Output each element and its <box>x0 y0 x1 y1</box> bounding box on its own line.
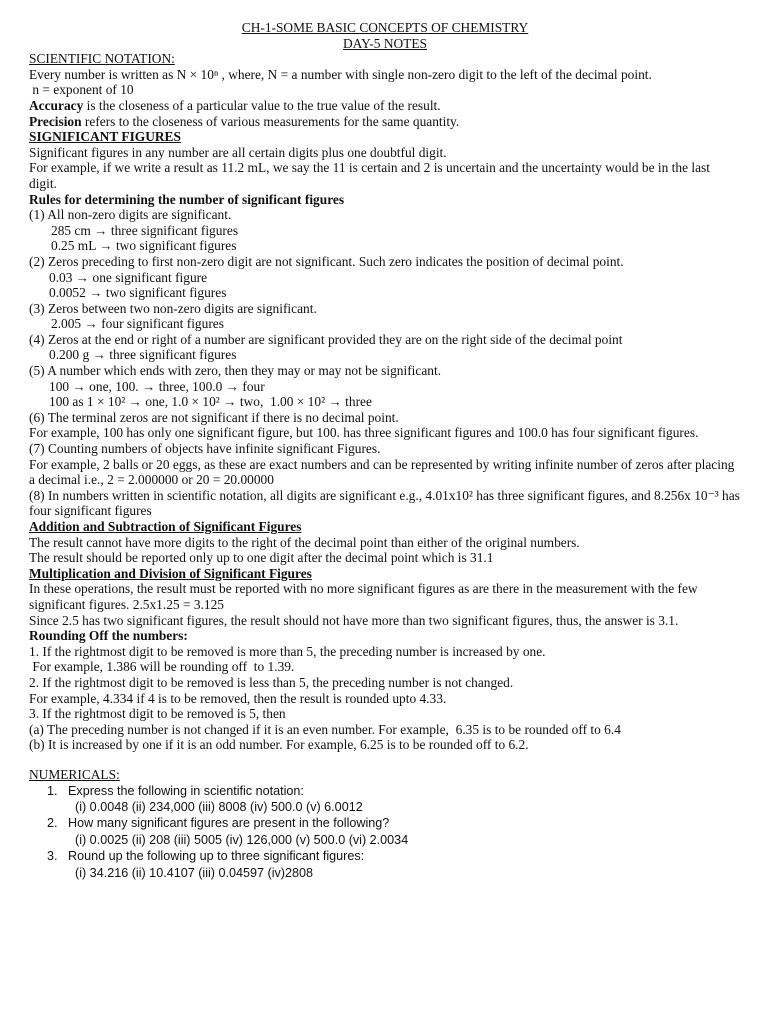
numericals-list <box>29 783 741 881</box>
rule-2: (2) Zeros preceding to first non-zero digit are not significant. Such zero indicates the position of decimal point. <box>29 253 624 269</box>
mul-div-line1: In these operations, the result must be reported with no more significant figures as are there in the measurement with the few significant figures. 2.5x1.25 = 3.125 <box>29 581 698 612</box>
numerical-1: 1. Express the following in scientific notation: <box>47 783 304 798</box>
rule-5-example-b: 100 as 1 × 10² → one, 1.0 × 10² → two, 1.00 × 10² → three <box>49 394 372 410</box>
rule-8: (8) In numbers written in scientific notation, all digits are significant e.g., 4.01x10² has three significant figures, and 8.256x 10⁻³ has four significant figures <box>29 487 740 519</box>
rounding-rule-1: 1. If the rightmost digit to be removed is more than 5, the preceding number is increased by one. <box>29 643 546 659</box>
numericals-heading: NUMERICALS: <box>29 766 120 782</box>
rounding-heading: Rounding Off the numbers: <box>29 628 188 644</box>
rule-3: (3) Zeros between two non-zero digits are significant. <box>29 300 317 316</box>
rule-1: (1) All non-zero digits are significant. <box>29 207 232 223</box>
precision-definition <box>29 114 741 130</box>
rule-2-example-a: 0.03 → one significant figure <box>49 269 208 285</box>
sci-notation-heading: SCIENTIFIC NOTATION: <box>29 51 175 67</box>
mul-div-heading: Multiplication and Division of Significant Figures <box>29 565 312 581</box>
rule-5: (5) A number which ends with zero, then they may or may not be significant. <box>29 363 442 379</box>
sig-figs-definition: Significant figures in any number are all certain digits plus one doubtful digit. <box>29 144 447 160</box>
rule-5-example-a: 100 → one, 100. → three, 100.0 → four <box>49 378 265 394</box>
rounding-rule-2-example: For example, 4.334 if 4 is to be removed, then the result is rounded upto 4.33. <box>29 690 447 706</box>
rounding-rule-3a: (a) The preceding number is not changed if it is an even number. For example, 6.35 is to be rounded off to 6.4 <box>29 721 621 737</box>
accuracy-term: Accuracy <box>29 97 84 113</box>
rule-4-example: 0.200 g → three significant figures <box>49 347 237 363</box>
accuracy-definition <box>29 98 741 114</box>
rule-6-example: For example, 100 has only one significant figure, but 100. has three significant figures and 100.0 has four significant figures. <box>29 425 699 441</box>
numerical-3: 3. Round up the following up to three significant figures: <box>47 849 365 864</box>
numerical-2-items: (i) 0.0025 (ii) 208 (iii) 5005 (iv) 126,000 (v) 500.0 (vi) 2.0034 <box>75 832 409 847</box>
add-sub-line2: The result should be reported only up to one digit after the decimal point which is 31.1 <box>29 550 494 566</box>
rule-6: (6) The terminal zeros are not significant if there is no decimal point. <box>29 409 399 425</box>
rule-2-example-b: 0.0052 → two significant figures <box>49 285 227 301</box>
document-page <box>29 20 741 881</box>
rounding-rule-2: 2. If the rightmost digit to be removed is less than 5, the preceding number is not changed. <box>29 674 514 690</box>
rule-1-example-b: 0.25 mL → two significant figures <box>51 238 237 254</box>
title-line1: CH-1-SOME BASIC CONCEPTS OF CHEMISTRY <box>241 20 529 35</box>
sig-figs-example: For example, if we write a result as 11.2 mL, we say the 11 is certain and 2 is uncertain and the uncertainty would be in the last digit. <box>29 160 710 191</box>
mul-div-line2: Since 2.5 has two significant figures, the result should not have more than two significant figures, thus, the answer is 3.1. <box>29 612 679 628</box>
sci-notation-text: Every number is written as N × 10ⁿ , where, N = a number with single non-zero digit to the left of the decimal point. <box>29 66 652 82</box>
title-line2: DAY-5 NOTES <box>343 35 427 51</box>
sci-notation-exponent: n = exponent of 10 <box>29 82 134 98</box>
numerical-1-items: (i) 0.0048 (ii) 234,000 (iii) 8008 (iv) 500.0 (v) 6.0012 <box>75 799 363 814</box>
rule-1-example-a: 285 cm → three significant figures <box>51 222 239 238</box>
rule-4: (4) Zeros at the end or right of a number are significant provided they are on the right side of the decimal point <box>29 331 623 347</box>
rounding-rule-3: 3. If the rightmost digit to be removed is 5, then <box>29 706 286 722</box>
rounding-rule-3b: (b) It is increased by one if it is an odd number. For example, 6.25 is to be rounded off to 6.2. <box>29 737 529 753</box>
numerical-3-items: (i) 34.216 (ii) 10.4107 (iii) 0.04597 (iv)2808 <box>75 865 314 880</box>
rounding-rule-1-example: For example, 1.386 will be rounding off to 1.39. <box>29 659 295 675</box>
precision-text: refers to the closeness of various measurements for the same quantity. <box>81 113 460 129</box>
add-sub-line1: The result cannot have more digits to the right of the decimal point than either of the original numbers. <box>29 534 580 550</box>
accuracy-text: is the closeness of a particular value to the true value of the result. <box>83 97 441 113</box>
rule-7-example: For example, 2 balls or 20 eggs, as these are exact numbers and can be represented by writing infinite number of zeros after placing a decimal i.e., 2 = 2.000000 or 20 = 20.00000 <box>29 456 735 488</box>
precision-term: Precision <box>29 113 82 129</box>
rules-heading: Rules for determining the number of significant figures <box>29 191 345 207</box>
add-sub-heading: Addition and Subtraction of Significant Figures <box>29 519 302 534</box>
rule-3-example: 2.005 → four significant figures <box>51 316 224 332</box>
sig-figs-heading: SIGNIFICANT FIGURES <box>29 129 181 145</box>
rule-7: (7) Counting numbers of objects have infinite significant Figures. <box>29 441 381 457</box>
numerical-2: 2. How many significant figures are present in the following? <box>47 816 390 831</box>
